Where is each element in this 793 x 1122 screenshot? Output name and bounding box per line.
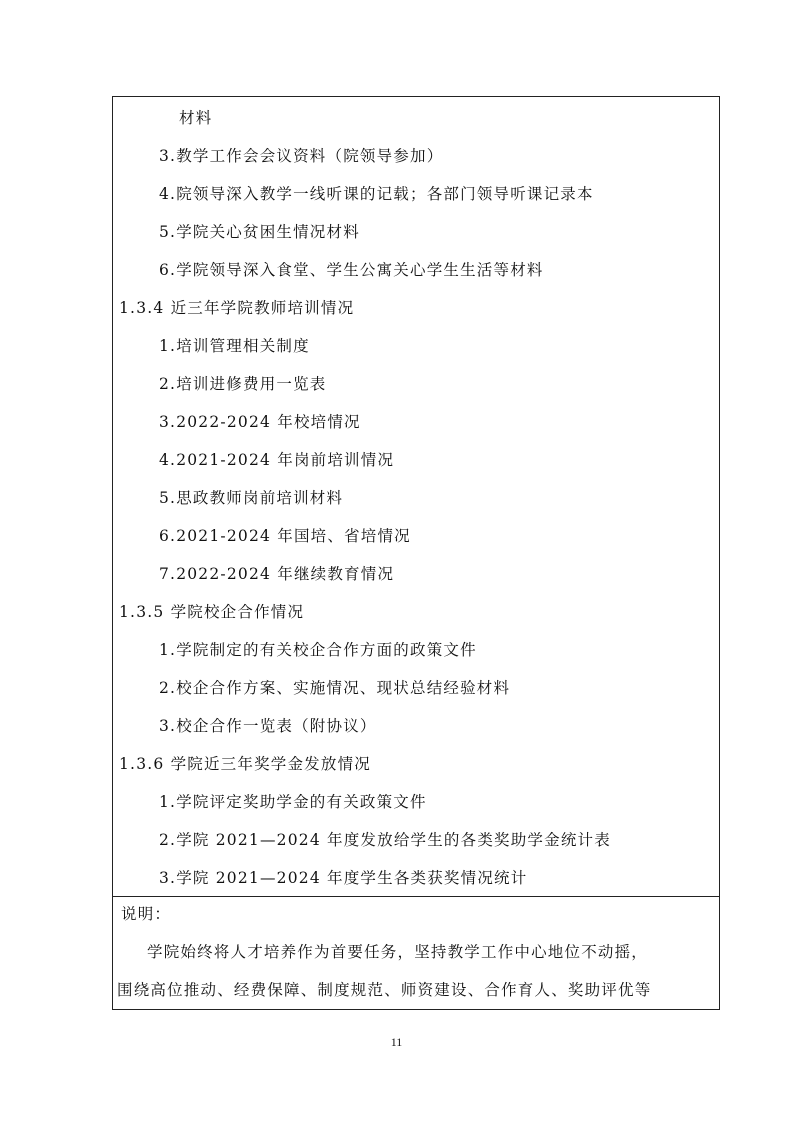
list-line: 4.2021-2024 年岗前培训情况 — [159, 451, 395, 469]
list-line: 6.学院领导深入食堂、学生公寓关心学生生活等材料 — [159, 261, 544, 279]
list-line: 7.2022-2024 年继续教育情况 — [159, 565, 395, 583]
list-line: 3.校企合作一览表（附协议） — [159, 717, 377, 735]
list-line: 1.学院评定奖助学金的有关政策文件 — [159, 793, 427, 811]
section-heading: 1.3.6 学院近三年奖学金发放情况 — [119, 755, 371, 773]
section-heading: 1.3.4 近三年学院教师培训情况 — [119, 299, 355, 317]
list-line: 1.培训管理相关制度 — [159, 337, 310, 355]
list-line: 5.学院关心贫困生情况材料 — [159, 223, 360, 241]
list-line: 1.学院制定的有关校企合作方面的政策文件 — [159, 641, 477, 659]
list-line: 3.教学工作会会议资料（院领导参加） — [159, 147, 444, 165]
list-line: 2.校企合作方案、实施情况、现状总结经验材料 — [159, 679, 511, 697]
list-line: 材料 — [179, 109, 213, 127]
materials-list-cell — [113, 97, 719, 897]
section-heading: 1.3.5 学院校企合作情况 — [119, 603, 305, 621]
list-line: 2.培训进修费用一览表 — [159, 375, 327, 393]
list-line: 5.思政教师岗前培训材料 — [159, 489, 344, 507]
content-table — [112, 96, 720, 1010]
list-line: 3.2022-2024 年校培情况 — [159, 413, 361, 431]
note-paragraph-line: 围绕高位推动、经费保障、制度规范、师资建设、合作育人、奖助评优等 — [117, 981, 652, 999]
note-paragraph-line: 学院始终将人才培养作为首要任务，坚持教学工作中心地位不动摇， — [147, 943, 649, 961]
list-line: 3.学院 2021—2024 年度学生各类获奖情况统计 — [159, 869, 528, 887]
list-line: 4.院领导深入教学一线听课的记载；各部门领导听课记录本 — [159, 185, 594, 203]
page-number: 11 — [390, 1035, 403, 1049]
note-label: 说明： — [121, 905, 172, 923]
list-line: 2.学院 2021—2024 年度发放给学生的各类奖助学金统计表 — [159, 831, 611, 849]
list-line: 6.2021-2024 年国培、省培情况 — [159, 527, 411, 545]
